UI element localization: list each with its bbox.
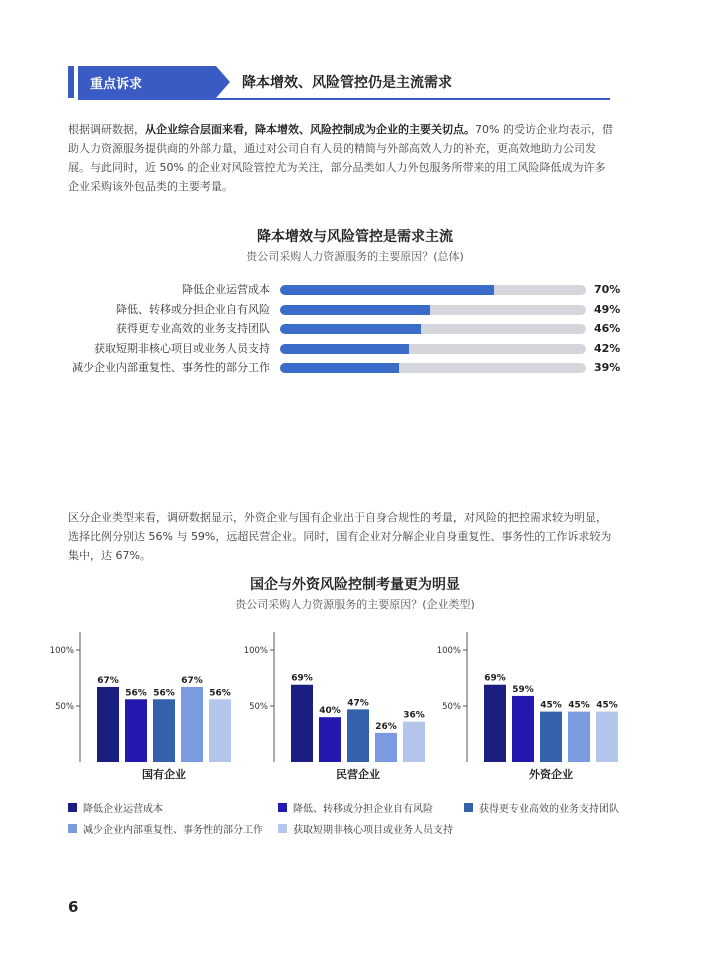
legend-item [68,821,263,836]
bar-value-label: 45% [568,700,590,711]
header-accent-bar [68,66,74,98]
header-underline [78,98,610,100]
legend-item [68,800,163,815]
y-tick-label: 50% [442,702,461,712]
bar-value-label: 56% [125,688,147,699]
bar [153,699,175,762]
intro-bold: 从企业综合层面来看，降本增效、风险控制成为企业的主要关切点。 [145,123,475,136]
hbar-row [0,282,710,298]
bar [347,709,369,762]
bar-value-label: 56% [209,688,231,699]
hbar-value-label: 70% [594,283,621,296]
bar-value-label: 45% [596,700,618,711]
chart2-subtitle: 贵公司采购人力资源服务的主要原因？(企业类型) [235,598,475,611]
hbar-fill [280,324,421,334]
bar [209,699,231,762]
legend-swatch [278,803,287,812]
header-tag: 重点诉求 [78,66,216,98]
bar [319,717,341,762]
chart2-title: 国企与外资风险控制考量更为明显 [250,577,460,593]
hbar-fill [280,344,409,354]
hbar-value-label: 46% [594,322,621,335]
legend-label: 获得更专业高效的业务支持团队 [479,804,619,815]
hbar-label: 降低企业运营成本 [182,283,270,296]
bar-value-label: 69% [484,673,506,684]
section-header [68,66,610,100]
hbar-fill [280,305,430,315]
bar [291,685,313,762]
legend-swatch [278,824,287,833]
chart2-grouped-bars [0,630,710,790]
legend-label: 降低、转移或分担企业自有风险 [293,804,433,815]
legend-swatch [464,803,473,812]
intro-paragraph [68,120,613,196]
y-tick-label: 100% [436,646,461,656]
panel-label: 外资企业 [529,768,573,781]
legend-label: 减少企业内部重复性、事务性的部分工作 [83,825,263,836]
hbar-row [0,341,710,357]
chart1-title: 降本增效与风险管控是需求主流 [257,229,453,245]
bar [512,696,534,762]
bar [403,722,425,762]
bar-value-label: 67% [97,675,119,686]
panel-label: 民营企业 [336,768,380,781]
legend-label: 获取短期非核心项目或业务人员支持 [293,825,453,836]
hbar-track [280,363,586,373]
bar [375,733,397,762]
intro-part2: 70% 的受访企业均表示，借助人力资源服务提供商的外部力量，通过对公司自有人员的精简与外部高效人力的补充，更高效地助力公司发展。与此同时，近 50% 的企业对风险管控尤为关注，部分品类如人力外包服务所带来的用工风险降低成为许多企业采购该外包品类的主要考量。 [68,123,613,193]
bar-value-label: 26% [375,721,397,732]
hbar-row [0,302,710,318]
bar [97,687,119,762]
hbar-label: 减少企业内部重复性、事务性的部分工作 [72,361,270,374]
bar-value-label: 59% [512,684,534,695]
hbar-label: 降低、转移或分担企业自有风险 [116,302,270,316]
panel-label: 国有企业 [142,768,186,781]
bar [484,685,506,762]
hbar-row [0,360,710,376]
bar [568,712,590,762]
hbar-track [280,305,586,315]
bar-value-label: 45% [540,700,562,711]
y-tick-label: 50% [249,702,268,712]
hbar-value-label: 49% [594,302,621,316]
hbar-track [280,344,586,354]
chart1-subtitle: 贵公司采购人力资源服务的主要原因？(总体) [246,250,464,263]
hbar-label: 获取短期非核心项目或业务人员支持 [94,341,270,355]
bar-value-label: 40% [319,706,341,717]
y-tick-label: 100% [243,646,268,656]
hbar-label: 获得更专业高效的业务支持团队 [116,322,270,335]
intro-part1: 根据调研数据， [68,123,145,136]
legend-swatch [68,803,77,812]
header-title: 降本增效、风险管控仍是主流需求 [242,75,452,91]
bar-value-label: 47% [347,698,369,709]
legend-swatch [68,824,77,833]
y-tick-label: 50% [55,702,74,712]
bar-value-label: 67% [181,675,203,686]
legend-item [278,800,433,815]
bar [181,687,203,762]
hbar-value-label: 39% [594,361,621,374]
bar-value-label: 69% [291,673,313,684]
bar [125,699,147,762]
legend-item [278,821,453,836]
bar-value-label: 56% [153,688,175,699]
hbar-fill [280,363,399,373]
hbar-fill [280,285,494,295]
hbar-value-label: 42% [594,341,621,355]
legend-label: 降低企业运营成本 [83,804,163,815]
header-tag-arrow [216,66,230,98]
bar [596,712,618,762]
legend-item [464,800,619,815]
hbar-track [280,324,586,334]
bar [540,712,562,762]
page-number: 6 [68,898,79,916]
bar-value-label: 36% [403,710,425,721]
hbar-track [280,285,586,295]
hbar-row [0,321,710,337]
paragraph-2: 区分企业类型来看，调研数据显示，外资企业与国有企业出于自身合规性的考量，对风险的把控需求较为明显，选择比例分别达 56% 与 59%，远超民营企业。同时，国有企业对分解企业自身重复性、事务性的工作诉求较为集中，达 67%。 [68,511,612,562]
y-tick-label: 100% [49,646,74,656]
